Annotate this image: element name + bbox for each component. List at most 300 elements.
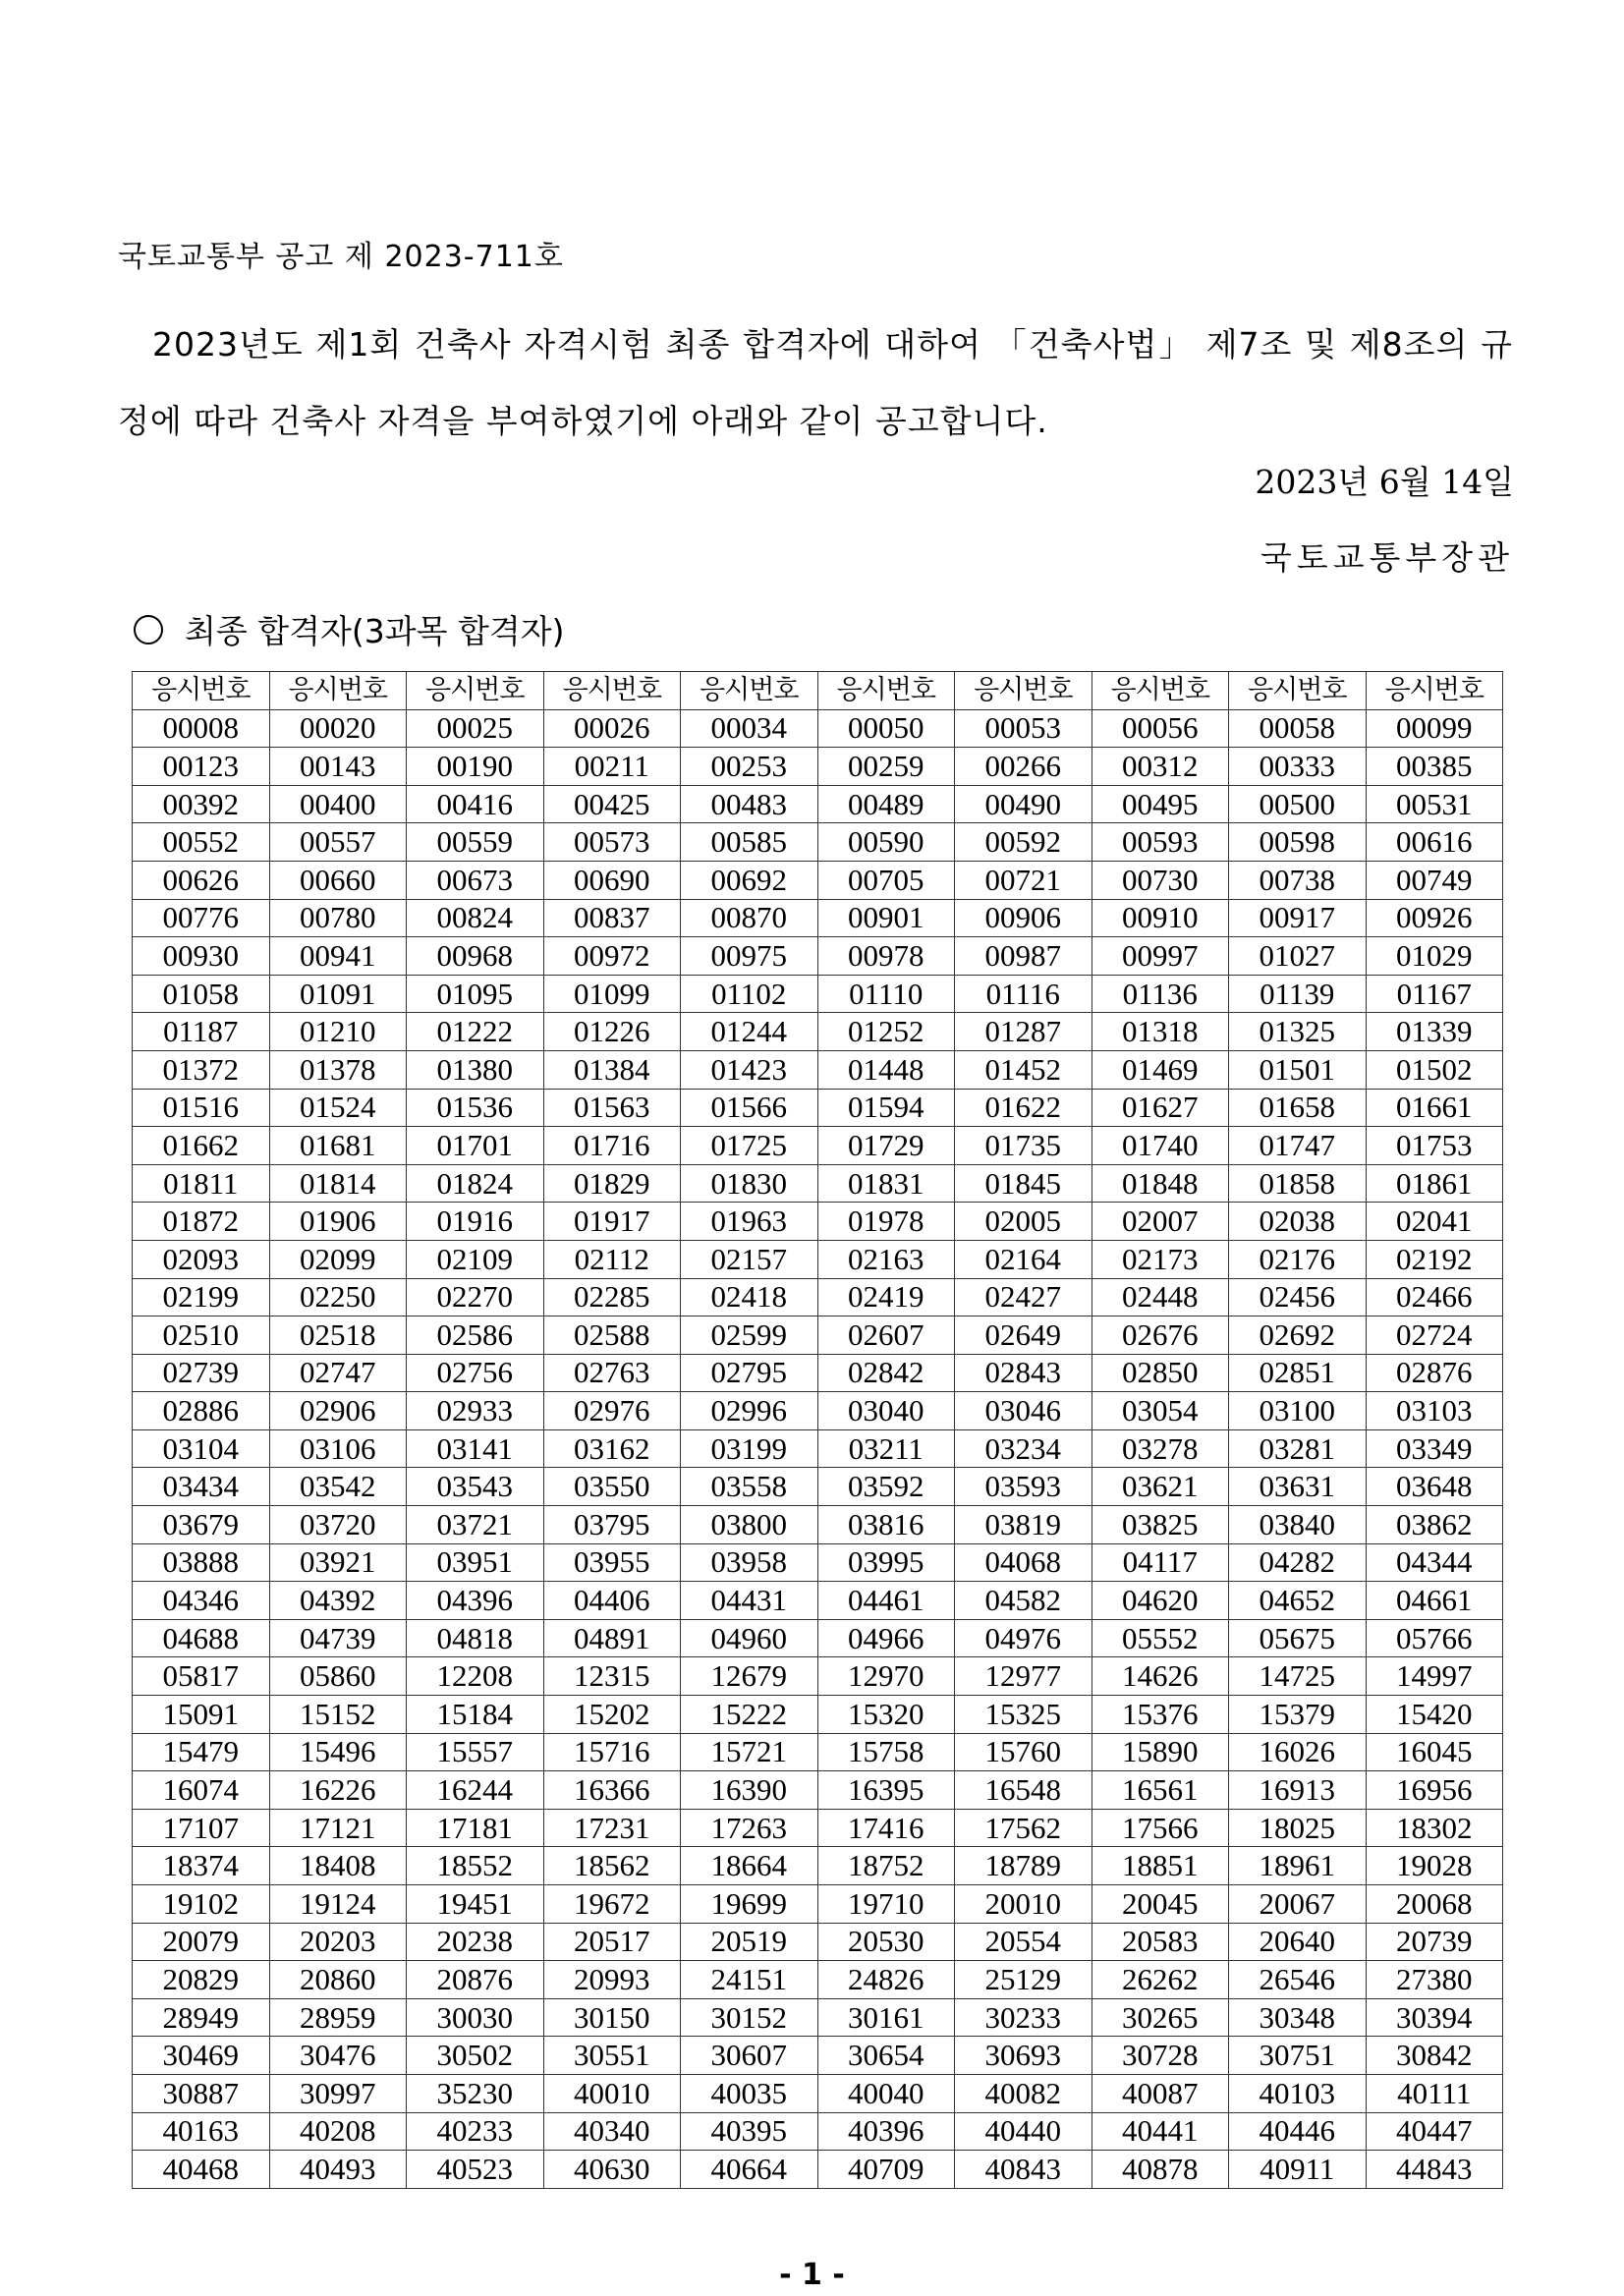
exam-number-cell: 03550 — [543, 1468, 681, 1506]
notice-body: 2023년도 제1회 건축사 자격시험 최종 합격자에 대하여 「건축사법」 제7조 및 제8조의 규정에 따라 건축사 자격을 부여하였기에 아래와 같이 공고합니다. — [118, 325, 1513, 440]
column-header: 응시번호 — [955, 672, 1092, 710]
exam-number-cell: 40878 — [1092, 2151, 1229, 2189]
exam-number-cell: 01658 — [1229, 1089, 1367, 1127]
exam-number-cell: 16074 — [133, 1771, 270, 1810]
exam-number-cell: 01858 — [1229, 1164, 1367, 1203]
table-row — [133, 937, 1503, 976]
exam-number-cell: 04346 — [133, 1582, 270, 1620]
exam-number-cell: 00400 — [269, 785, 407, 823]
exam-number-cell: 20530 — [817, 1923, 955, 1961]
exam-number-cell: 01848 — [1092, 1164, 1229, 1203]
exam-number-cell: 00824 — [407, 899, 544, 937]
exam-number-cell: 02850 — [1092, 1354, 1229, 1392]
exam-number-cell: 00968 — [407, 937, 544, 976]
exam-number-cell: 03542 — [269, 1468, 407, 1506]
exam-number-cell: 03281 — [1229, 1429, 1367, 1468]
exam-number-cell: 01845 — [955, 1164, 1092, 1203]
exam-number-cell: 40446 — [1229, 2112, 1367, 2151]
exam-number-cell: 19672 — [543, 1885, 681, 1924]
exam-number-cell: 02192 — [1366, 1240, 1503, 1278]
exam-number-cell: 00590 — [817, 823, 955, 862]
exam-number-cell: 01729 — [817, 1127, 955, 1165]
exam-number-cell: 01747 — [1229, 1127, 1367, 1165]
exam-number-cell: 15479 — [133, 1733, 270, 1771]
table-row — [133, 2037, 1503, 2075]
exam-number-cell: 01829 — [543, 1164, 681, 1203]
table-row — [133, 785, 1503, 823]
table-row — [133, 2074, 1503, 2112]
exam-number-cell: 02724 — [1366, 1316, 1503, 1355]
exam-number-cell: 02164 — [955, 1240, 1092, 1278]
column-header: 응시번호 — [543, 672, 681, 710]
exam-number-cell: 03054 — [1092, 1392, 1229, 1430]
exam-number-cell: 02518 — [269, 1316, 407, 1355]
exam-number-cell: 30997 — [269, 2074, 407, 2112]
exam-number-cell: 03199 — [681, 1429, 818, 1468]
exam-number-cell: 03558 — [681, 1468, 818, 1506]
exam-number-cell: 00901 — [817, 899, 955, 937]
exam-number-cell: 01906 — [269, 1203, 407, 1241]
exam-number-cell: 05860 — [269, 1657, 407, 1696]
exam-number-cell: 03593 — [955, 1468, 1092, 1506]
exam-number-cell: 00495 — [1092, 785, 1229, 823]
exam-number-cell: 00050 — [817, 709, 955, 748]
table-row — [133, 1089, 1503, 1127]
table-row — [133, 899, 1503, 937]
exam-number-cell: 16366 — [543, 1771, 681, 1810]
exam-number-cell: 20993 — [543, 1961, 681, 1999]
exam-number-cell: 18789 — [955, 1847, 1092, 1885]
exam-number-cell: 02041 — [1366, 1203, 1503, 1241]
exam-number-cell: 02739 — [133, 1354, 270, 1392]
exam-number-cell: 02285 — [543, 1278, 681, 1316]
exam-number-cell: 40664 — [681, 2151, 818, 2189]
exam-number-cell: 00099 — [1366, 709, 1503, 748]
exam-number-cell: 01452 — [955, 1050, 1092, 1089]
exam-number-cell: 00333 — [1229, 748, 1367, 786]
exam-number-cell: 00626 — [133, 861, 270, 899]
exam-number-cell: 00559 — [407, 823, 544, 862]
exam-number-cell: 00266 — [955, 748, 1092, 786]
exam-number-cell: 03211 — [817, 1429, 955, 1468]
exam-number-cell: 02157 — [681, 1240, 818, 1278]
exam-number-cell: 40709 — [817, 2151, 955, 2189]
exam-number-cell: 16956 — [1366, 1771, 1503, 1810]
exam-number-cell: 03100 — [1229, 1392, 1367, 1430]
exam-number-cell: 04582 — [955, 1582, 1092, 1620]
table-row — [133, 1468, 1503, 1506]
exam-number-cell: 02176 — [1229, 1240, 1367, 1278]
exam-number-cell: 16045 — [1366, 1733, 1503, 1771]
exam-number-cell: 01725 — [681, 1127, 818, 1165]
exam-number-cell: 01287 — [955, 1013, 1092, 1051]
table-row — [133, 1316, 1503, 1355]
table-row — [133, 975, 1503, 1013]
exam-number-cell: 17121 — [269, 1809, 407, 1847]
table-row — [133, 1657, 1503, 1696]
exam-number-cell: 04620 — [1092, 1582, 1229, 1620]
exam-number-cell: 40035 — [681, 2074, 818, 2112]
exam-number-cell: 00972 — [543, 937, 681, 976]
exam-number-cell: 14725 — [1229, 1657, 1367, 1696]
exam-number-cell: 01210 — [269, 1013, 407, 1051]
exam-number-cell: 40040 — [817, 2074, 955, 2112]
exam-number-cell: 03888 — [133, 1543, 270, 1582]
exam-number-cell: 19124 — [269, 1885, 407, 1924]
exam-number-cell: 03106 — [269, 1429, 407, 1468]
exam-number-cell: 00025 — [407, 709, 544, 748]
table-row — [133, 1240, 1503, 1278]
exam-number-cell: 03825 — [1092, 1506, 1229, 1544]
exam-number-cell: 00941 — [269, 937, 407, 976]
exam-number-cell: 00910 — [1092, 899, 1229, 937]
exam-number-cell: 01378 — [269, 1050, 407, 1089]
exam-number-cell: 19699 — [681, 1885, 818, 1924]
exam-number-cell: 00312 — [1092, 748, 1229, 786]
notice-issuer: 국토교통부장관 — [1260, 538, 1514, 577]
exam-number-cell: 20860 — [269, 1961, 407, 1999]
exam-number-cell: 15320 — [817, 1696, 955, 1734]
exam-number-cell: 30842 — [1366, 2037, 1503, 2075]
table-row — [133, 1733, 1503, 1771]
exam-number-cell: 01058 — [133, 975, 270, 1013]
exam-number-cell: 27380 — [1366, 1961, 1503, 1999]
exam-number-cell: 01469 — [1092, 1050, 1229, 1089]
exam-number-cell: 03278 — [1092, 1429, 1229, 1468]
exam-number-cell: 00738 — [1229, 861, 1367, 899]
results-table-body — [133, 709, 1503, 2188]
exam-number-cell: 01423 — [681, 1050, 818, 1089]
exam-number-cell: 00056 — [1092, 709, 1229, 748]
table-row — [133, 1392, 1503, 1430]
exam-number-cell: 30502 — [407, 2037, 544, 2075]
exam-number-cell: 00930 — [133, 937, 270, 976]
exam-number-cell: 40111 — [1366, 2074, 1503, 2112]
exam-number-cell: 15184 — [407, 1696, 544, 1734]
exam-number-cell: 26262 — [1092, 1961, 1229, 1999]
table-row — [133, 1771, 1503, 1810]
exam-number-cell: 40208 — [269, 2112, 407, 2151]
exam-number-cell: 00123 — [133, 748, 270, 786]
exam-number-cell: 03816 — [817, 1506, 955, 1544]
exam-number-cell: 18025 — [1229, 1809, 1367, 1847]
exam-number-cell: 16026 — [1229, 1733, 1367, 1771]
exam-number-cell: 02199 — [133, 1278, 270, 1316]
exam-number-cell: 40103 — [1229, 2074, 1367, 2112]
exam-number-cell: 01325 — [1229, 1013, 1367, 1051]
exam-number-cell: 01339 — [1366, 1013, 1503, 1051]
exam-number-cell: 00259 — [817, 748, 955, 786]
exam-number-cell: 01502 — [1366, 1050, 1503, 1089]
exam-number-cell: 24151 — [681, 1961, 818, 1999]
exam-number-cell: 17107 — [133, 1809, 270, 1847]
exam-number-cell: 00143 — [269, 748, 407, 786]
table-row — [133, 1050, 1503, 1089]
column-header: 응시번호 — [133, 672, 270, 710]
exam-number-cell: 40447 — [1366, 2112, 1503, 2151]
exam-number-cell: 30693 — [955, 2037, 1092, 2075]
exam-number-cell: 01536 — [407, 1089, 544, 1127]
table-row — [133, 1809, 1503, 1847]
exam-number-cell: 00593 — [1092, 823, 1229, 862]
exam-number-cell: 00416 — [407, 785, 544, 823]
exam-number-cell: 03862 — [1366, 1506, 1503, 1544]
exam-number-cell: 30150 — [543, 1998, 681, 2037]
exam-number-cell: 00531 — [1366, 785, 1503, 823]
exam-number-cell: 01110 — [817, 975, 955, 1013]
exam-number-cell: 00253 — [681, 748, 818, 786]
exam-number-cell: 15202 — [543, 1696, 681, 1734]
exam-number-cell: 02843 — [955, 1354, 1092, 1392]
table-row — [133, 1885, 1503, 1924]
exam-number-cell: 01102 — [681, 975, 818, 1013]
exam-number-cell: 20739 — [1366, 1923, 1503, 1961]
exam-number-cell: 20079 — [133, 1923, 270, 1961]
exam-number-cell: 30394 — [1366, 1998, 1503, 2037]
exam-number-cell: 01566 — [681, 1089, 818, 1127]
exam-number-cell: 17562 — [955, 1809, 1092, 1847]
exam-number-cell: 40468 — [133, 2151, 270, 2189]
exam-number-cell: 03592 — [817, 1468, 955, 1506]
exam-number-cell: 40630 — [543, 2151, 681, 2189]
exam-number-cell: 04652 — [1229, 1582, 1367, 1620]
exam-number-cell: 01716 — [543, 1127, 681, 1165]
exam-number-cell: 18851 — [1092, 1847, 1229, 1885]
exam-number-cell: 20045 — [1092, 1885, 1229, 1924]
exam-number-cell: 20554 — [955, 1923, 1092, 1961]
exam-number-cell: 20517 — [543, 1923, 681, 1961]
notice-number: 국토교통부 공고 제 2023-711호 — [118, 240, 564, 274]
exam-number-cell: 15376 — [1092, 1696, 1229, 1734]
exam-number-cell: 18752 — [817, 1847, 955, 1885]
exam-number-cell: 02906 — [269, 1392, 407, 1430]
exam-number-cell: 00573 — [543, 823, 681, 862]
exam-number-cell: 30348 — [1229, 1998, 1367, 2037]
exam-number-cell: 01662 — [133, 1127, 270, 1165]
exam-number-cell: 28949 — [133, 1998, 270, 2037]
exam-number-cell: 00500 — [1229, 785, 1367, 823]
exam-number-cell: 01627 — [1092, 1089, 1229, 1127]
exam-number-cell: 16390 — [681, 1771, 818, 1810]
exam-number-cell: 40163 — [133, 2112, 270, 2151]
exam-number-cell: 19028 — [1366, 1847, 1503, 1885]
exam-number-cell: 15325 — [955, 1696, 1092, 1734]
exam-number-cell: 04739 — [269, 1619, 407, 1657]
exam-number-cell: 20238 — [407, 1923, 544, 1961]
exam-number-cell: 20068 — [1366, 1885, 1503, 1924]
table-row — [133, 1164, 1503, 1203]
exam-number-cell: 01027 — [1229, 937, 1367, 976]
exam-number-cell: 00690 — [543, 861, 681, 899]
exam-number-cell: 00917 — [1229, 899, 1367, 937]
exam-number-cell: 18552 — [407, 1847, 544, 1885]
exam-number-cell: 15379 — [1229, 1696, 1367, 1734]
table-row — [133, 1278, 1503, 1316]
exam-number-cell: 40523 — [407, 2151, 544, 2189]
exam-number-cell: 01916 — [407, 1203, 544, 1241]
exam-number-cell: 15758 — [817, 1733, 955, 1771]
exam-number-cell: 20519 — [681, 1923, 818, 1961]
exam-number-cell: 03679 — [133, 1506, 270, 1544]
exam-number-cell: 02607 — [817, 1316, 955, 1355]
exam-number-cell: 03141 — [407, 1429, 544, 1468]
table-row — [133, 1923, 1503, 1961]
exam-number-cell: 25129 — [955, 1961, 1092, 1999]
exam-number-cell: 01753 — [1366, 1127, 1503, 1165]
exam-number-cell: 20067 — [1229, 1885, 1367, 1924]
section-title — [134, 606, 565, 652]
exam-number-cell: 40441 — [1092, 2112, 1229, 2151]
exam-number-cell: 01252 — [817, 1013, 955, 1051]
table-row — [133, 823, 1503, 862]
exam-number-cell: 15716 — [543, 1733, 681, 1771]
exam-number-cell: 16244 — [407, 1771, 544, 1810]
exam-number-cell: 00592 — [955, 823, 1092, 862]
exam-number-cell: 02676 — [1092, 1316, 1229, 1355]
table-row — [133, 1203, 1503, 1241]
exam-number-cell: 02419 — [817, 1278, 955, 1316]
table-row — [133, 1506, 1503, 1544]
exam-number-cell: 02649 — [955, 1316, 1092, 1355]
table-row — [133, 1543, 1503, 1582]
exam-number-cell: 04406 — [543, 1582, 681, 1620]
exam-number-cell: 15420 — [1366, 1696, 1503, 1734]
exam-number-cell: 01226 — [543, 1013, 681, 1051]
exam-number-cell: 30607 — [681, 2037, 818, 2075]
exam-number-cell: 12208 — [407, 1657, 544, 1696]
exam-number-cell: 20876 — [407, 1961, 544, 1999]
exam-number-cell: 00870 — [681, 899, 818, 937]
exam-number-cell: 02763 — [543, 1354, 681, 1392]
exam-number-cell: 03104 — [133, 1429, 270, 1468]
exam-number-cell: 03648 — [1366, 1468, 1503, 1506]
exam-number-cell: 30654 — [817, 2037, 955, 2075]
exam-number-cell: 15557 — [407, 1733, 544, 1771]
exam-number-cell: 04117 — [1092, 1543, 1229, 1582]
exam-number-cell: 02599 — [681, 1316, 818, 1355]
exam-number-cell: 05552 — [1092, 1619, 1229, 1657]
table-row — [133, 2112, 1503, 2151]
exam-number-cell: 04431 — [681, 1582, 818, 1620]
exam-number-cell: 01740 — [1092, 1127, 1229, 1165]
exam-number-cell: 04966 — [817, 1619, 955, 1657]
exam-number-cell: 40843 — [955, 2151, 1092, 2189]
exam-number-cell: 00673 — [407, 861, 544, 899]
exam-number-cell: 30030 — [407, 1998, 544, 2037]
table-row — [133, 1582, 1503, 1620]
exam-number-cell: 00978 — [817, 937, 955, 976]
notice-date: 2023년 6월 14일 — [1255, 463, 1514, 501]
exam-number-cell: 20010 — [955, 1885, 1092, 1924]
exam-number-cell: 04392 — [269, 1582, 407, 1620]
exam-number-cell: 03543 — [407, 1468, 544, 1506]
exam-number-cell: 01872 — [133, 1203, 270, 1241]
exam-number-cell: 03840 — [1229, 1506, 1367, 1544]
exam-number-cell: 03621 — [1092, 1468, 1229, 1506]
exam-number-cell: 00598 — [1229, 823, 1367, 862]
exam-number-cell: 03040 — [817, 1392, 955, 1430]
exam-number-cell: 00987 — [955, 937, 1092, 976]
page-number: - 1 - — [779, 2258, 845, 2292]
exam-number-cell: 05817 — [133, 1657, 270, 1696]
table-row — [133, 1847, 1503, 1885]
column-header: 응시번호 — [1366, 672, 1503, 710]
exam-number-cell: 00489 — [817, 785, 955, 823]
exam-number-cell: 40087 — [1092, 2074, 1229, 2112]
exam-number-cell: 30476 — [269, 2037, 407, 2075]
exam-number-cell: 00705 — [817, 861, 955, 899]
exam-number-cell: 18374 — [133, 1847, 270, 1885]
exam-number-cell: 00034 — [681, 709, 818, 748]
exam-number-cell: 00926 — [1366, 899, 1503, 937]
exam-number-cell: 02112 — [543, 1240, 681, 1278]
table-row — [133, 1127, 1503, 1165]
exam-number-cell: 02007 — [1092, 1203, 1229, 1241]
exam-number-cell: 01318 — [1092, 1013, 1229, 1051]
exam-number-cell: 03162 — [543, 1429, 681, 1468]
exam-number-cell: 18562 — [543, 1847, 681, 1885]
exam-number-cell: 00392 — [133, 785, 270, 823]
circle-icon — [134, 615, 163, 644]
exam-number-cell: 24826 — [817, 1961, 955, 1999]
exam-number-cell: 02448 — [1092, 1278, 1229, 1316]
exam-number-cell: 00721 — [955, 861, 1092, 899]
exam-number-cell: 00058 — [1229, 709, 1367, 748]
exam-number-cell: 02933 — [407, 1392, 544, 1430]
exam-number-cell: 20829 — [133, 1961, 270, 1999]
exam-number-cell: 00975 — [681, 937, 818, 976]
exam-number-cell: 02886 — [133, 1392, 270, 1430]
exam-number-cell: 01501 — [1229, 1050, 1367, 1089]
table-row — [133, 2151, 1503, 2189]
exam-number-cell: 15721 — [681, 1733, 818, 1771]
table-row — [133, 1998, 1503, 2037]
exam-number-cell: 04818 — [407, 1619, 544, 1657]
table-row — [133, 1013, 1503, 1051]
exam-number-cell: 00211 — [543, 748, 681, 786]
exam-number-cell: 40233 — [407, 2112, 544, 2151]
exam-number-cell: 30751 — [1229, 2037, 1367, 2075]
exam-number-cell: 02418 — [681, 1278, 818, 1316]
table-row — [133, 861, 1503, 899]
exam-number-cell: 00837 — [543, 899, 681, 937]
exam-number-cell: 02109 — [407, 1240, 544, 1278]
exam-number-cell: 17566 — [1092, 1809, 1229, 1847]
exam-number-cell: 40493 — [269, 2151, 407, 2189]
exam-number-cell: 01811 — [133, 1164, 270, 1203]
exam-number-cell: 04688 — [133, 1619, 270, 1657]
exam-number-cell: 16561 — [1092, 1771, 1229, 1810]
exam-number-cell: 02163 — [817, 1240, 955, 1278]
exam-number-cell: 01372 — [133, 1050, 270, 1089]
exam-number-cell: 01244 — [681, 1013, 818, 1051]
exam-number-cell: 16548 — [955, 1771, 1092, 1810]
exam-number-cell: 15496 — [269, 1733, 407, 1771]
exam-number-cell: 02876 — [1366, 1354, 1503, 1392]
section-title-text: 최종 합격자(3과목 합격자) — [185, 612, 565, 650]
exam-number-cell: 01622 — [955, 1089, 1092, 1127]
table-row — [133, 1696, 1503, 1734]
exam-number-cell: 01963 — [681, 1203, 818, 1241]
exam-number-cell: 40440 — [955, 2112, 1092, 2151]
exam-number-cell: 40082 — [955, 2074, 1092, 2112]
exam-number-cell: 03103 — [1366, 1392, 1503, 1430]
exam-number-cell: 04461 — [817, 1582, 955, 1620]
exam-number-cell: 01917 — [543, 1203, 681, 1241]
exam-number-cell: 30551 — [543, 2037, 681, 2075]
exam-number-cell: 03921 — [269, 1543, 407, 1582]
exam-number-cell: 01516 — [133, 1089, 270, 1127]
